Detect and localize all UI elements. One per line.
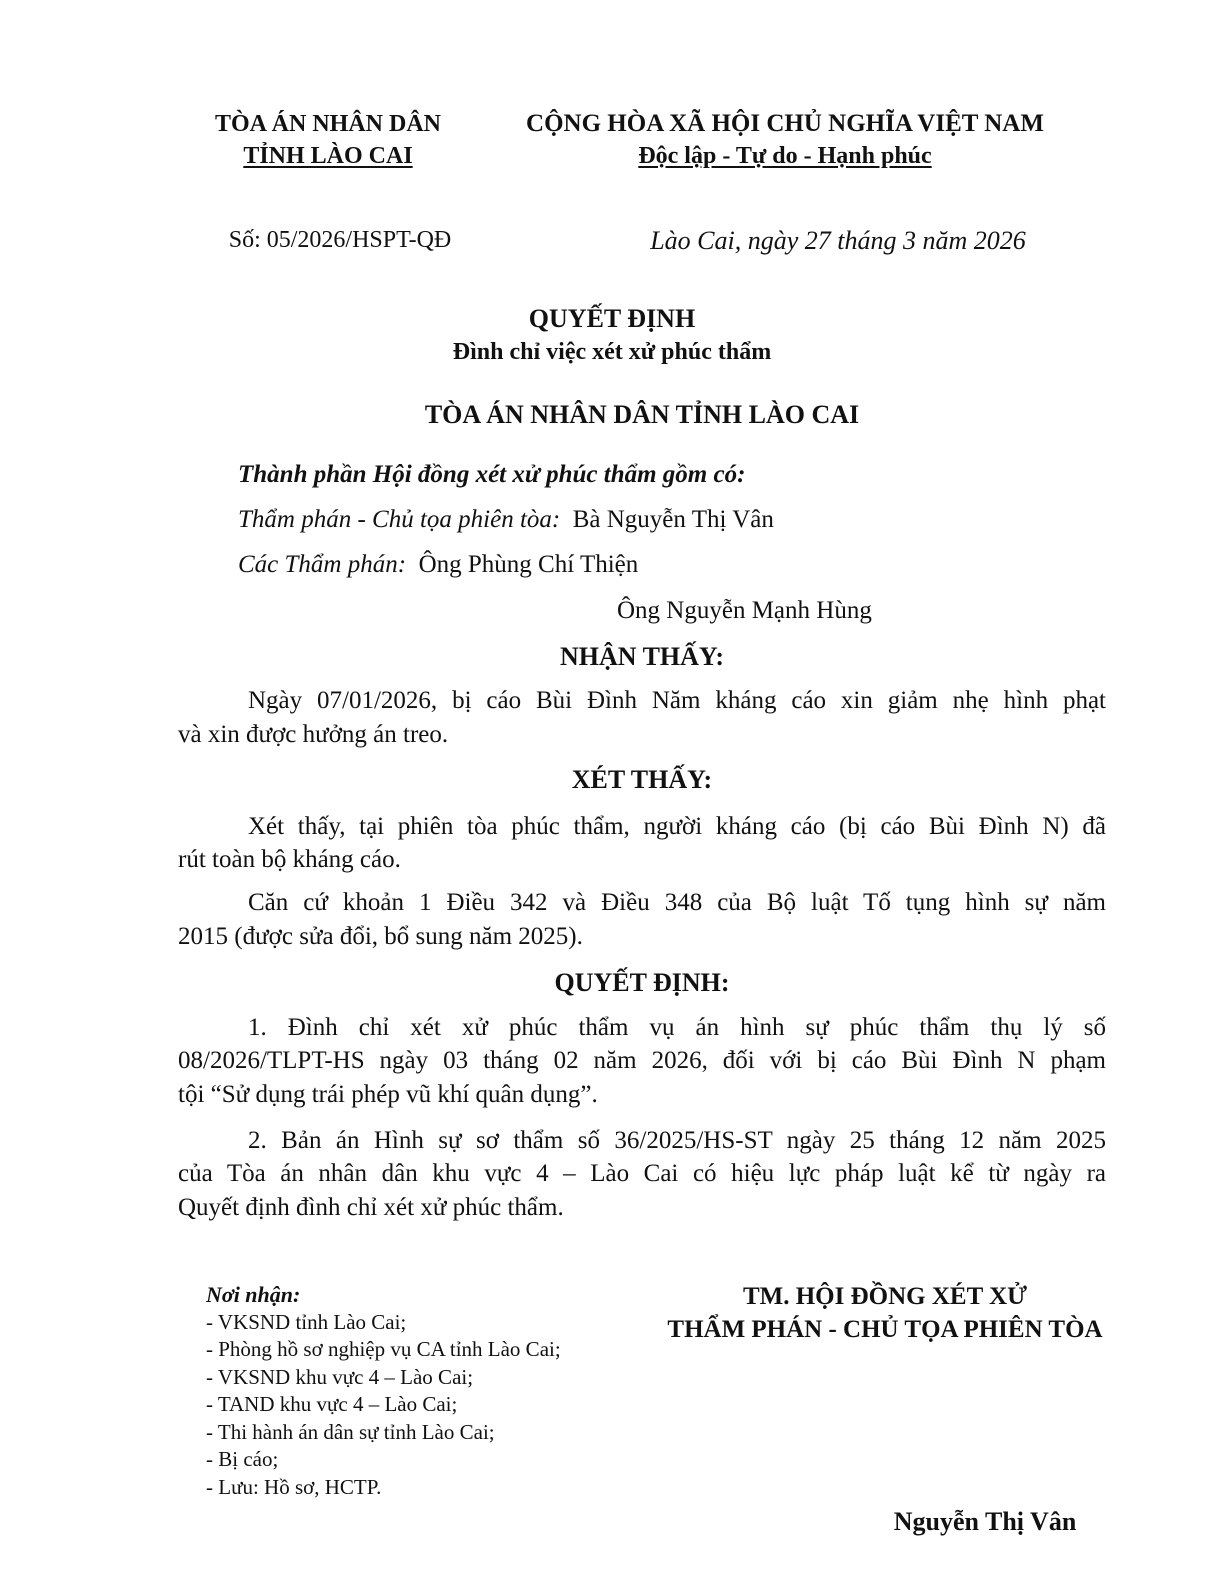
- court-name-line1: TÒA ÁN NHÂN DÂN: [214, 111, 441, 137]
- recipients-block: [206, 1281, 646, 1501]
- document-title: QUYẾT ĐỊNH: [528, 304, 696, 333]
- decision-item-1-line-2: 08/2026/TLPT-HS ngày 03 tháng 02 năm 2026, đối với bị cáo Bùi Đình N phạm: [178, 1047, 1106, 1074]
- recipient-item: - TAND khu vực 4 – Lào Cai;: [206, 1392, 458, 1416]
- court-name-block: [190, 108, 466, 172]
- decision-item-2-line-3: Quyết định đình chỉ xét xử phúc thẩm.: [178, 1194, 564, 1221]
- court-province: TỈNH LÀO CAI: [243, 143, 413, 169]
- recipient-item: - Thi hành án dân sự tỉnh Lào Cai;: [206, 1419, 495, 1444]
- recipient-item: - Lưu: Hồ sơ, HCTP.: [206, 1474, 382, 1499]
- signature-title-line-2: THẨM PHÁN - CHỦ TỌA PHIÊN TÒA: [667, 1316, 1103, 1343]
- decision-item-2-line-2: của Tòa án nhân dân khu vực 4 – Lào Cai có hiệu lực pháp luật kể từ ngày ra: [178, 1160, 1106, 1187]
- recipient-item: - Phòng hồ sơ nghiệp vụ CA tỉnh Lào Cai;: [206, 1337, 561, 1361]
- presiding-judge-label: Thẩm phán - Chủ tọa phiên tòa:: [238, 506, 561, 533]
- judge-2-name: Ông Nguyễn Mạnh Hùng: [617, 597, 872, 624]
- decision-item-2-line-1: 2. Bản án Hình sự sơ thẩm số 36/2025/HS-ST ngày 25 tháng 12 năm 2025: [248, 1127, 1106, 1154]
- decision-heading: QUYẾT ĐỊNH:: [554, 968, 730, 997]
- judge-1-name: Ông Phùng Chí Thiện: [418, 551, 639, 578]
- recipient-item: - VKSND tỉnh Lào Cai;: [206, 1309, 407, 1334]
- considerations-p1-line-1: Xét thấy, tại phiên tòa phúc thẩm, người kháng cáo (bị cáo Bùi Đình N) đã: [248, 813, 1106, 840]
- considerations-p2-line-1: Căn cứ khoản 1 Điều 342 và Điều 348 của Bộ luật Tố tụng hình sự năm: [248, 889, 1106, 916]
- recipients-list: [206, 1309, 646, 1502]
- national-motto-block: [498, 108, 1072, 172]
- findings-line-1: Ngày 07/01/2026, bị cáo Bùi Đình Năm kháng cáo xin giảm nhẹ hình phạt: [248, 687, 1106, 714]
- court-name-line2: [190, 140, 466, 172]
- judges-label: Các Thẩm phán:: [238, 551, 407, 578]
- considerations-p1-line-2: rút toàn bộ kháng cáo.: [178, 846, 401, 873]
- findings-line-2: và xin được hưởng án treo.: [178, 721, 449, 748]
- signer-name: Nguyễn Thị Vân: [893, 1507, 1077, 1536]
- signature-title-line-1: TM. HỘI ĐỒNG XÉT XỬ: [742, 1283, 1028, 1310]
- motto: Độc lập - Tự do - Hạnh phúc: [638, 143, 932, 169]
- considerations-heading: XÉT THẤY:: [571, 765, 713, 794]
- recipient-item: - VKSND khu vực 4 – Lào Cai;: [206, 1364, 474, 1389]
- place-date: Lào Cai, ngày 27 tháng 3 năm 2026: [650, 226, 1026, 255]
- judges-row: [238, 548, 1118, 582]
- presiding-judge-name: Bà Nguyễn Thị Vân: [572, 506, 774, 533]
- decision-item-1-line-3: tội “Sử dụng trái phép vũ khí quân dụng”.: [178, 1081, 598, 1108]
- recipients-heading: Nơi nhận:: [206, 1282, 301, 1307]
- considerations-p2-line-2: 2015 (được sửa đổi, bổ sung năm 2025).: [178, 923, 583, 950]
- country-name: CỘNG HÒA XÃ HỘI CHỦ NGHĨA VIỆT NAM: [526, 110, 1044, 137]
- presiding-judge-row: [238, 503, 1118, 537]
- recipient-item: - Bị cáo;: [206, 1447, 279, 1471]
- document-subtitle: Đình chỉ việc xét xử phúc thẩm: [452, 339, 772, 365]
- decision-item-1-line-1: 1. Đình chỉ xét xử phúc thẩm vụ án hình sự phúc thẩm thụ lý số: [248, 1014, 1106, 1041]
- signature-block: [640, 1280, 1130, 1346]
- findings-heading: NHẬN THẤY:: [560, 642, 724, 671]
- motto-line: [498, 140, 1072, 172]
- panel-heading: Thành phần Hội đồng xét xử phúc thẩm gồm có:: [238, 461, 746, 488]
- issuing-court: TÒA ÁN NHÂN DÂN TỈNH LÀO CAI: [424, 400, 860, 429]
- document-number: Số: 05/2026/HSPT-QĐ: [228, 227, 452, 253]
